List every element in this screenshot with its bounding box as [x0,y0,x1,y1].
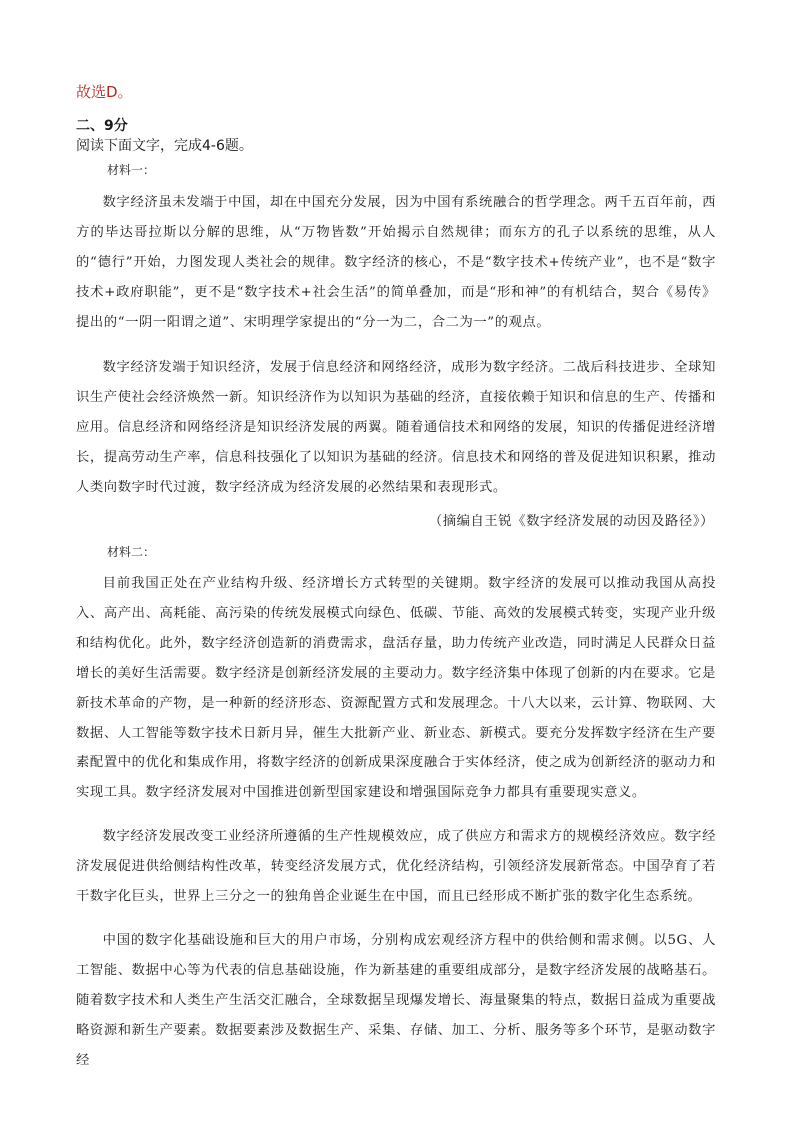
material-one-paragraph-1: 数字经济虽未发端于中国，却在中国充分发展，因为中国有系统融合的哲学理念。两千五百年前，西方的毕达哥拉斯以分解的思维，从“万物皆数”开始揭示自然规律；而东方的孔子以系统的思维，从人的“德行”开始，力图发现人类社会的规律。数字经济的核心，不是“数字技术+传统产业”，也不是“数字技术+政府职能”，更不是“数字技术+社会生活”的简单叠加，而是“形和神”的有机结合，契合《易传》提出的“一阴一阳谓之道”、宋明理学家提出的“分一为二，合二为一”的观点。 [76,195,716,330]
material-two-paragraph-2: 数字经济发展改变工业经济所遵循的生产性规模效应，成了供应方和需求方的规模经济效应。数字经济发展促进供给侧结构性改革，转变经济发展方式，优化经济结构，引领经济发展新常态。中国孕育了若干数字化巨头，世界上三分之一的独角兽企业诞生在中国，而且已经形成不断扩张的数字化生态系统。 [76,829,716,904]
material-two-paragraph-1: 目前我国正处在产业结构升级、经济增长方式转型的关键期。数字经济的发展可以推动我国从高投入、高产出、高耗能、高污染的传统发展模式向绿色、低碳、节能、高效的发展模式转变，实现产业升级和结构优化。此外，数字经济创造新的消费需求，盘活存量，助力传统产业改造，同时满足人民群众日益增长的美好生活需要。数字经济是创新经济发展的主要动力。数字经济集中体现了创新的内在要求。它是新技术革命的产物，是一种新的经济形态、资源配置方式和发展理念。十八大以来，云计算、物联网、大数据、人工智能等数字技术日新月异，催生大批新产业、新业态、新模式。要充分发挥数字经济在生产要素配置中的优化和集成作用，将数字经济的创新成果深度融合于实体经济，使之成为创新经济的驱动力和实现工具。数字经济发展对中国推进创新型国家建设和增强国际竞争力都具有重要现实意义。 [76,576,716,801]
material-two-label: 材料二： [107,545,156,559]
material-one-label: 材料一： [107,163,156,177]
reading-instruction: 阅读下面文字，完成4-6题。 [76,138,253,154]
material-two-paragraph-3: 中国的数字化基础设施和巨大的用户市场，分别构成宏观经济方程中的供给侧和需求侧。以5G、人工智能、数据中心等为代表的信息基础设施，作为新基建的重要组成部分，是数字经济发展的战略基石。随着数字技术和人类生产生活交汇融合，全球数据呈现爆发增长、海量聚集的特点，数据日益成为重要战略资源和新生产要素。数据要素涉及数据生产、采集、存储、加工、分析、服务等多个环节，是驱动数字经 [76,933,716,1068]
material-one-source: （摘编自王锐《数字经济发展的动因及路径》） [428,514,714,529]
material-one-paragraph-2: 数字经济发端于知识经济，发展于信息经济和网络经济，成形为数字经济。二战后科技进步、全球知识生产使社会经济焕然一新。知识经济作为以知识为基础的经济，直接依赖于知识和信息的生产、传播和应用。信息经济和网络经济是知识经济发展的两翼。随着通信技术和网络的发展，知识的传播促进经济增长，提高劳动生产率，信息科技强化了以知识为基础的经济。信息技术和网络的普及促进知识积累，推动人类向数字时代过渡，数字经济成为经济发展的必然结果和表现形式。 [76,360,716,495]
section-heading: 二、9分 [76,118,128,134]
answer-conclusion: 故选D。 [76,83,133,101]
